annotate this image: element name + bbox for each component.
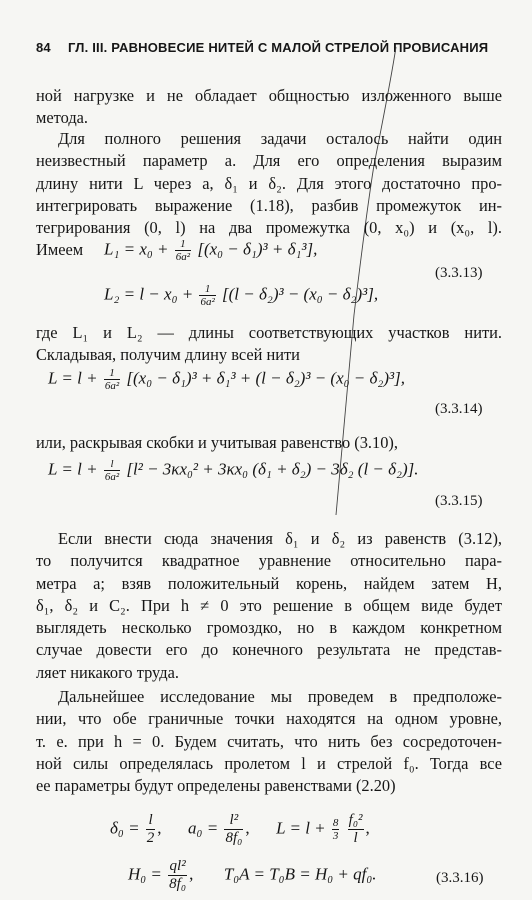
fraction: $\frac{\text{ql²}}{\text{8f₀}}$ <box>169 858 187 892</box>
running-header <box>36 40 506 55</box>
equation-number: (3.3.15) <box>435 493 483 509</box>
text-line: метода. <box>36 108 89 128</box>
equation-part: [l² − 3κx₀² + 3κx₀ (δ₁ + δ₂) − 3δ₂ (l − δ₂)]. <box>126 459 419 479</box>
equation-part: [(x₀ − δ₁)³ + δ₁³], <box>197 239 318 259</box>
equation-parameters-row2: H₀ = $\frac{\text{ql²}}{\text{8f₀}}$ , T₀A = T₀B = H₀ + qf₀. <box>128 858 377 892</box>
paragraph-quadratic <box>36 528 502 684</box>
equation-part: L = l + <box>276 818 326 838</box>
text-line: т. е. при h = 0. Будем считать, что нить без сосредоточен- <box>36 731 502 751</box>
equation-part: L₂ = l − x₀ + <box>104 284 194 304</box>
equation-number: (3.3.14) <box>435 401 483 417</box>
text-line: ляет никакого труда. <box>36 662 179 682</box>
text-line: Дальнейшее исследование мы проведем в предположе- <box>58 687 502 706</box>
text-line: Складывая, получим длину всей нити <box>36 345 300 365</box>
text-line: ной силы определялась пролетом l и стрелой f₀. Тогда все <box>36 753 502 773</box>
text-line: длину нити L через a, δ₁ и δ₂. Для этого достаточно про- <box>36 173 502 193</box>
equation-part: [(x₀ − δ₁)³ + δ₁³ + (l − δ₂)³ − (x₀ − δ₂)³], <box>126 368 405 388</box>
text-line: Имеем <box>36 240 84 260</box>
paragraph-further <box>36 686 502 797</box>
fraction: $\frac{l}{2}$ <box>146 812 155 846</box>
equation-part: a₀ = <box>188 818 219 838</box>
equation-number: (3.3.16) <box>436 870 484 886</box>
fraction: $\frac{1}{\text{6a²}}$ <box>104 367 120 392</box>
running-title: ГЛ. III. РАВНОВЕСИЕ НИТЕЙ С МАЛОЙ СТРЕЛОЙ ПРОВИСАНИЯ <box>68 40 489 55</box>
fraction: $\frac{1}{\text{6a²}}$ <box>175 238 191 263</box>
fraction: $\frac{1}{\text{6a²}}$ <box>200 283 215 308</box>
text-line: то получится квадратное уравнение относительно пара- <box>36 551 502 571</box>
fraction: $\frac{8}{3}$ <box>332 817 339 842</box>
text-line: нии, что обе граничные точки находятся на одном уровне, <box>36 709 502 729</box>
equation-part: [(l − δ₂)³ − (x₀ − δ₂)³], <box>222 284 379 304</box>
text-line: выглядеть несколько громоздко, но в каждом конкретном <box>36 618 502 638</box>
text-line: тегрирования (0, l) на два промежутка (0, x₀) и (x₀, l). <box>36 218 502 238</box>
page-number: 84 <box>36 40 51 55</box>
text-line: δ₁, δ₂ и C₂. При h ≠ 0 это решение в общем виде будет <box>36 595 502 615</box>
text-line: ной нагрузке и не обладает общностью изложенного выше <box>36 86 502 105</box>
equation-part: L = l + <box>48 368 98 388</box>
equation-number: (3.3.13) <box>435 265 483 281</box>
equation-part: T₀A = T₀B = H₀ + qf₀. <box>223 864 377 884</box>
equation-part: L = l + <box>48 459 98 479</box>
equation-L1 <box>104 238 317 263</box>
text-line: Если внести сюда значения δ₁ и δ₂ из равенств (3.12), <box>58 529 502 548</box>
fraction: $\frac{\text{l²}}{\text{8f₀}}$ <box>225 812 243 846</box>
paragraph-lengths <box>36 322 502 367</box>
fraction: $\frac{\text{f₀²}}{l}$ <box>348 812 363 846</box>
equation-L-expanded <box>48 458 419 483</box>
equation-part: L₁ = x₀ + <box>104 239 169 259</box>
text-line: Для полного решения задачи осталось найти один <box>58 129 502 148</box>
fraction: $\frac{l}{\text{6a²}}$ <box>104 458 120 483</box>
paragraph-intro <box>36 85 502 130</box>
text-line: метра a; взяв положительный корень, найдем затем H, <box>36 573 502 593</box>
equation-part: δ₀ = <box>110 818 140 838</box>
equation-L2 <box>104 283 378 308</box>
equation-L-total <box>48 367 405 392</box>
text-line: случае довести его до конечного результата не представ- <box>36 640 502 660</box>
text-line: неизвестный параметр a. Для его определения выразим <box>36 151 502 171</box>
text-line: ее параметры будут определены равенствами (2.20) <box>36 776 396 796</box>
text-line: интегрировать выражение (1.18), разбив промежуток ин- <box>36 195 502 215</box>
equation-parameters-row1: δ₀ = $\frac{l}{2}$ , a₀ = $\frac{\text{l²}}{\text{8f₀}}$ , L = l + $\frac{8}{3}$ $\frac{\text{f₀²}}{l}$ , <box>110 812 370 846</box>
paragraph-brackets <box>36 432 502 454</box>
text-line: где L₁ и L₂ — длины соответствующих участков нити. <box>36 323 502 342</box>
equation-part: H₀ = <box>128 864 162 884</box>
text-line: или, раскрывая скобки и учитывая равенство (3.10), <box>36 433 398 452</box>
